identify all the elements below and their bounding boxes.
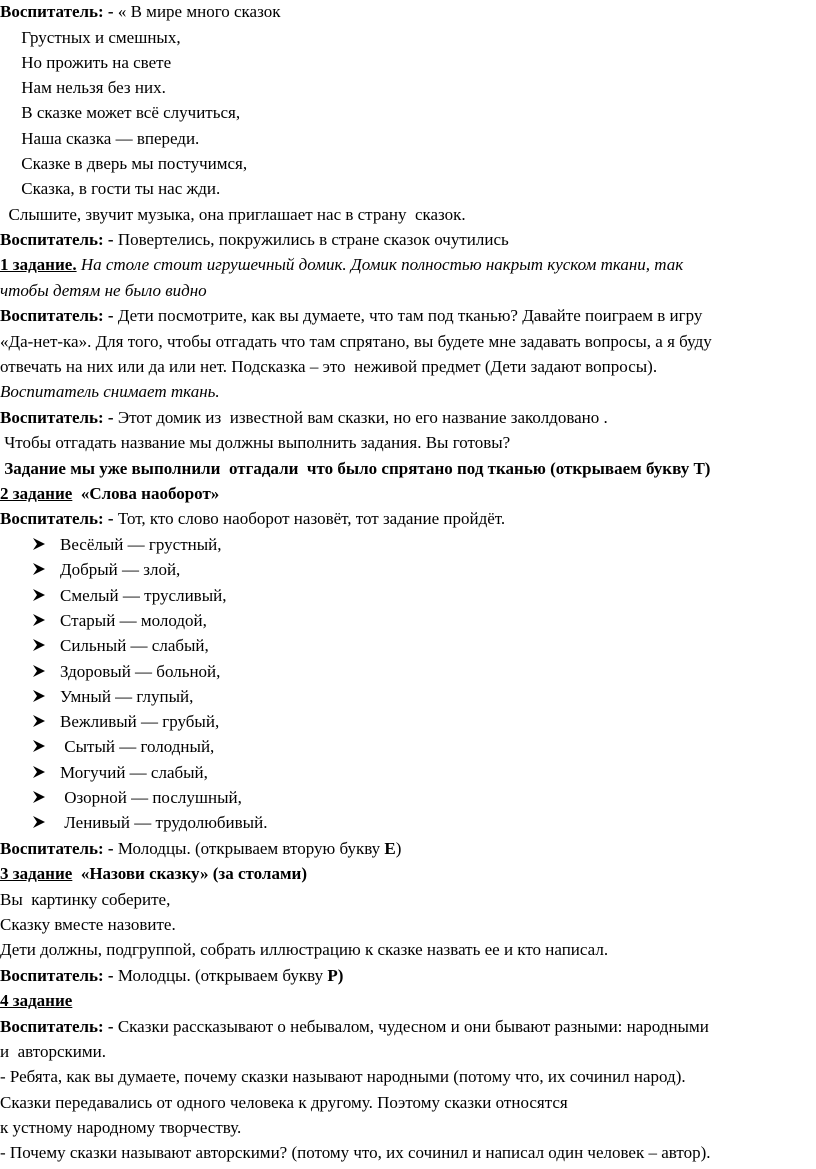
- arrowhead-bullet-icon: [32, 811, 60, 835]
- arrowhead-bullet-icon: [32, 761, 60, 785]
- antonym-text: Сильный — слабый,: [60, 636, 209, 655]
- antonym-text: Вежливый — грубый,: [60, 712, 220, 731]
- arrowhead-bullet-icon: [32, 660, 60, 684]
- antonym-text: Умный — глупый,: [60, 687, 194, 706]
- arrowhead-bullet-icon: [32, 533, 60, 557]
- poem-line: Но прожить на свете: [0, 53, 172, 72]
- line-text: Тот, кто слово наоборот назовёт, тот задание пройдёт.: [113, 509, 506, 528]
- antonym-item: [32, 558, 180, 582]
- antonym-item: [32, 584, 226, 608]
- poem-line: Сказке в дверь мы постучимся,: [0, 154, 248, 173]
- line-text: Дети посмотрите, как вы думаете, что там под тканью? Давайте поиграем в игру: [113, 306, 703, 325]
- task-heading: [0, 862, 307, 886]
- letter: Е: [384, 839, 396, 858]
- poem-line: Нам нельзя без них.: [0, 78, 166, 97]
- paragraph-line: [0, 228, 509, 252]
- speaker-label: Воспитатель: -: [0, 2, 114, 21]
- antonym-item: [32, 710, 219, 734]
- antonym-item: [32, 786, 242, 810]
- paragraph-line: - Почему сказки называют авторскими? (потому что, их сочинил и написал один человек – автор).: [0, 1143, 711, 1162]
- arrowhead-bullet-icon: [32, 710, 60, 734]
- poem-line: Сказка, в гости ты нас жди.: [0, 179, 221, 198]
- paragraph-line: Сказку вместе назовите.: [0, 915, 176, 934]
- paragraph-line: отвечать на них или да или нет. Подсказка – это неживой предмет (Дети задают вопросы).: [0, 357, 658, 376]
- task-number: 3 задание: [0, 864, 73, 883]
- task-title: «Назови сказку» (за столами): [72, 864, 307, 883]
- arrowhead-bullet-icon: [32, 584, 60, 608]
- paragraph-line: [0, 507, 505, 531]
- line-intro: [0, 0, 280, 24]
- antonym-text: Старый — молодой,: [60, 611, 207, 630]
- antonym-text: Ленивый — трудолюбивый.: [60, 813, 268, 832]
- antonym-text: Добрый — злой,: [60, 560, 181, 579]
- paragraph-line: [0, 304, 702, 328]
- poem-line: В сказке может всё случиться,: [0, 103, 241, 122]
- antonym-item: [32, 533, 222, 557]
- paragraph-line: [0, 406, 608, 430]
- arrowhead-bullet-icon: [32, 609, 60, 633]
- line-text: Молодцы. (открываем вторую букву: [113, 839, 385, 858]
- line-text: Молодцы. (открываем букву: [113, 966, 328, 985]
- paragraph-line: [0, 837, 401, 861]
- antonym-text: Смелый — трусливый,: [60, 586, 227, 605]
- task-number: 4 задание: [0, 991, 73, 1010]
- antonym-text: Здоровый — больной,: [60, 662, 221, 681]
- poem-line: Грустных и смешных,: [0, 28, 181, 47]
- speaker-label: Воспитатель: -: [0, 966, 114, 985]
- arrowhead-bullet-icon: [32, 685, 60, 709]
- antonym-item: [32, 609, 207, 633]
- arrowhead-bullet-icon: [32, 735, 60, 759]
- arrowhead-bullet-icon: [32, 634, 60, 658]
- antonym-item: [32, 735, 214, 759]
- line-text: На столе стоит игрушечный домик. Домик полностью накрыт куском ткани, так: [76, 255, 684, 274]
- paragraph-line: [0, 964, 343, 988]
- paragraph-line: к устному народному творчеству.: [0, 1118, 242, 1137]
- paragraph-line: - Ребята, как вы думаете, почему сказки называют народными (потому что, их сочинил народ).: [0, 1067, 686, 1086]
- antonym-text: Озорной — послушный,: [60, 788, 242, 807]
- task-heading: [0, 482, 219, 506]
- line-text: Сказки рассказывают о небывалом, чудесном и они бывают разными: народными: [113, 1017, 709, 1036]
- antonym-text: Весёлый — грустный,: [60, 535, 222, 554]
- paragraph-line: Сказки передавались от одного человека к другому. Поэтому сказки относятся: [0, 1093, 568, 1112]
- speaker-label: Воспитатель: -: [0, 230, 114, 249]
- paragraph-line: Слышите, звучит музыка, она приглашает нас в страну сказок.: [0, 205, 466, 224]
- line-text: Повертелись, покружились в стране сказок очутились: [113, 230, 509, 249]
- paragraph-line: Воспитатель снимает ткань.: [0, 382, 220, 401]
- paragraph-line: Чтобы отгадать название мы должны выполнить задания. Вы готовы?: [0, 433, 511, 452]
- task-number: 2 задание: [0, 484, 73, 503]
- paragraph-line: «Да-нет-ка». Для того, чтобы отгадать что там спрятано, вы будете мне задавать вопросы, а я буду: [0, 332, 712, 351]
- arrowhead-bullet-icon: [32, 558, 60, 582]
- speaker-label: Воспитатель: -: [0, 509, 114, 528]
- paragraph-line: [0, 1015, 709, 1039]
- task-number: 1 задание.: [0, 255, 77, 274]
- paragraph-line: Вы картинку соберите,: [0, 890, 171, 909]
- task-heading: [0, 253, 683, 277]
- line-text: Этот домик из известной вам сказки, но его название заколдовано .: [113, 408, 608, 427]
- speaker-label: Воспитатель: -: [0, 408, 114, 427]
- poem-line: Наша сказка — впереди.: [0, 129, 200, 148]
- antonym-text: Могучий — слабый,: [60, 763, 208, 782]
- antonym-text: Сытый — голодный,: [60, 737, 215, 756]
- antonym-item: [32, 685, 193, 709]
- paragraph-line: Дети должны, подгруппой, собрать иллюстрацию к сказке назвать ее и кто написал.: [0, 940, 609, 959]
- antonym-item: [32, 761, 208, 785]
- antonym-item: [32, 660, 220, 684]
- paragraph-line: и авторскими.: [0, 1042, 106, 1061]
- arrowhead-bullet-icon: [32, 786, 60, 810]
- task-title: «Слова наоборот»: [72, 484, 220, 503]
- paragraph-line: чтобы детям не было видно: [0, 281, 207, 300]
- line-text: « В мире много сказок: [113, 2, 281, 21]
- antonym-item: [32, 634, 209, 658]
- paragraph-line: Задание мы уже выполнили отгадали что было спрятано под тканью (открываем букву Т): [0, 459, 711, 478]
- line-text: ): [395, 839, 402, 858]
- antonym-item: [32, 811, 267, 835]
- speaker-label: Воспитатель: -: [0, 306, 114, 325]
- speaker-label: Воспитатель: -: [0, 1017, 114, 1036]
- letter: Р): [327, 966, 344, 985]
- speaker-label: Воспитатель: -: [0, 839, 114, 858]
